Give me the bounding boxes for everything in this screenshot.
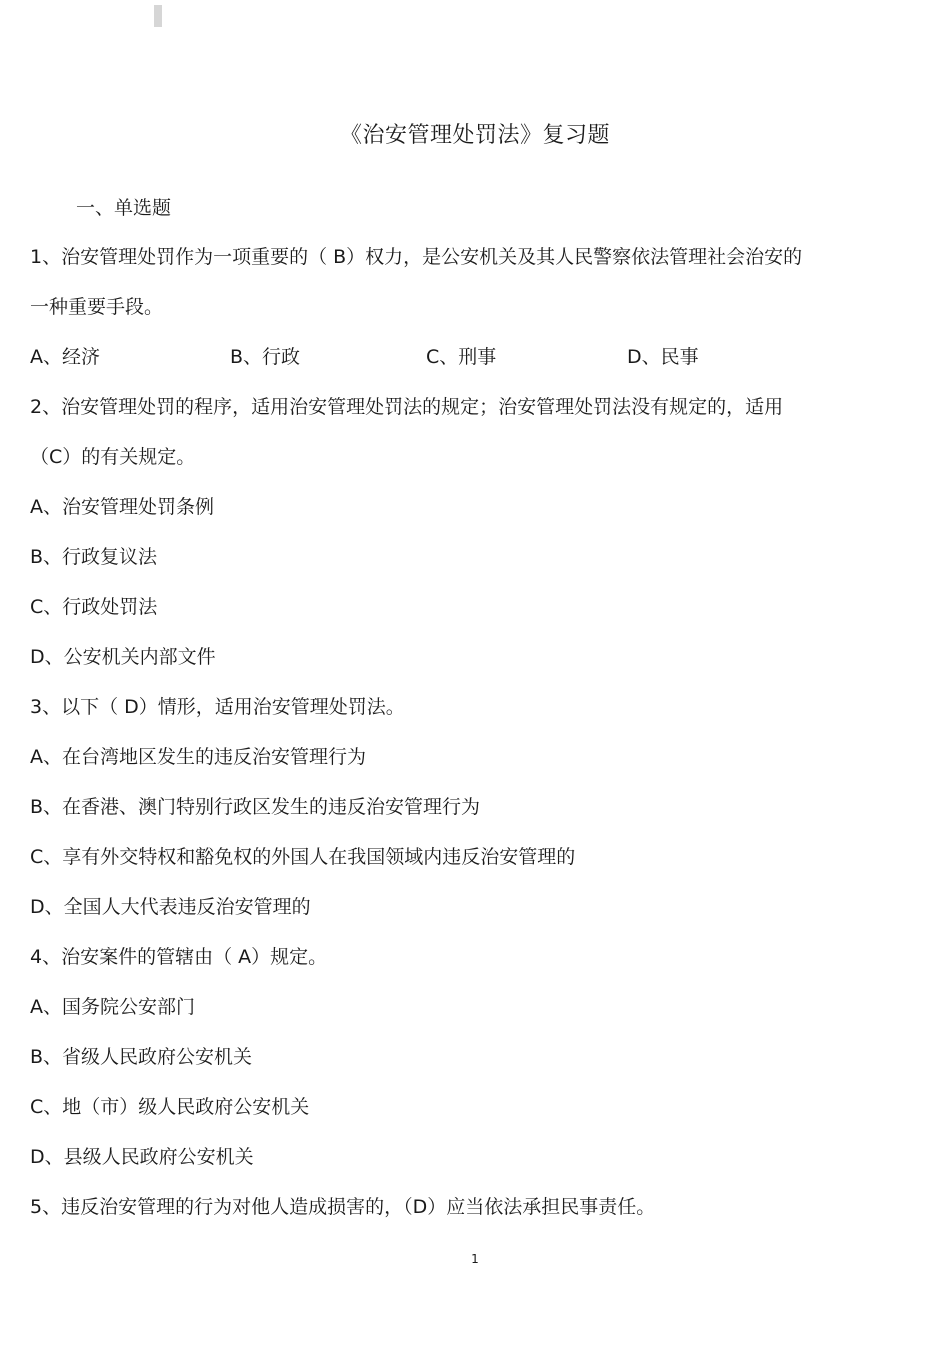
- option-a: A、经济: [30, 346, 100, 368]
- question-3-option-c: C、享有外交特权和豁免权的外国人在我国领域内违反治安管理的: [30, 846, 576, 868]
- question-2-line-1: 2、治安管理处罚的程序，适用治安管理处罚法的规定；治安管理处罚法没有规定的，适用: [30, 396, 784, 418]
- question-2-option-d: D、公安机关内部文件: [30, 646, 216, 668]
- question-4-line-1: 4、治安案件的管辖由（ A）规定。: [30, 946, 328, 968]
- question-5-line-1: 5、违反治安管理的行为对他人造成损害的，（D）应当依法承担民事责任。: [30, 1196, 656, 1218]
- question-4-option-d: D、县级人民政府公安机关: [30, 1146, 254, 1168]
- option-c: C、刑事: [426, 346, 497, 368]
- question-3-option-b: B、在香港、澳门特别行政区发生的违反治安管理行为: [30, 796, 481, 818]
- question-2-option-c: C、行政处罚法: [30, 596, 158, 618]
- page-title: 《治安管理处罚法》复习题: [339, 123, 610, 148]
- question-3-line-1: 3、以下（ D）情形，适用治安管理处罚法。: [30, 696, 405, 718]
- question-1-line-2: 一种重要手段。: [30, 296, 164, 318]
- question-1-line-1: 1、治安管理处罚作为一项重要的（ B）权力，是公安机关及其人民警察依法管理社会治安的: [30, 246, 803, 268]
- question-2-option-b: B、行政复议法: [30, 546, 158, 568]
- question-3-option-d: D、全国人大代表违反治安管理的: [30, 896, 311, 918]
- question-3-option-a: A、在台湾地区发生的违反治安管理行为: [30, 746, 366, 768]
- question-1-options: [30, 342, 930, 370]
- question-4-option-b: B、省级人民政府公安机关: [30, 1046, 253, 1068]
- option-d: D、民事: [627, 346, 699, 368]
- scan-mark: [154, 5, 162, 27]
- question-2-line-2: （C）的有关规定。: [30, 446, 196, 468]
- option-b: B、行政: [230, 346, 301, 368]
- question-4-option-a: A、国务院公安部门: [30, 996, 195, 1018]
- question-4-option-c: C、地（市）级人民政府公安机关: [30, 1096, 310, 1118]
- question-2-option-a: A、治安管理处罚条例: [30, 496, 214, 518]
- page-number: 1: [471, 1252, 479, 1266]
- section-heading: 一、单选题: [76, 197, 172, 219]
